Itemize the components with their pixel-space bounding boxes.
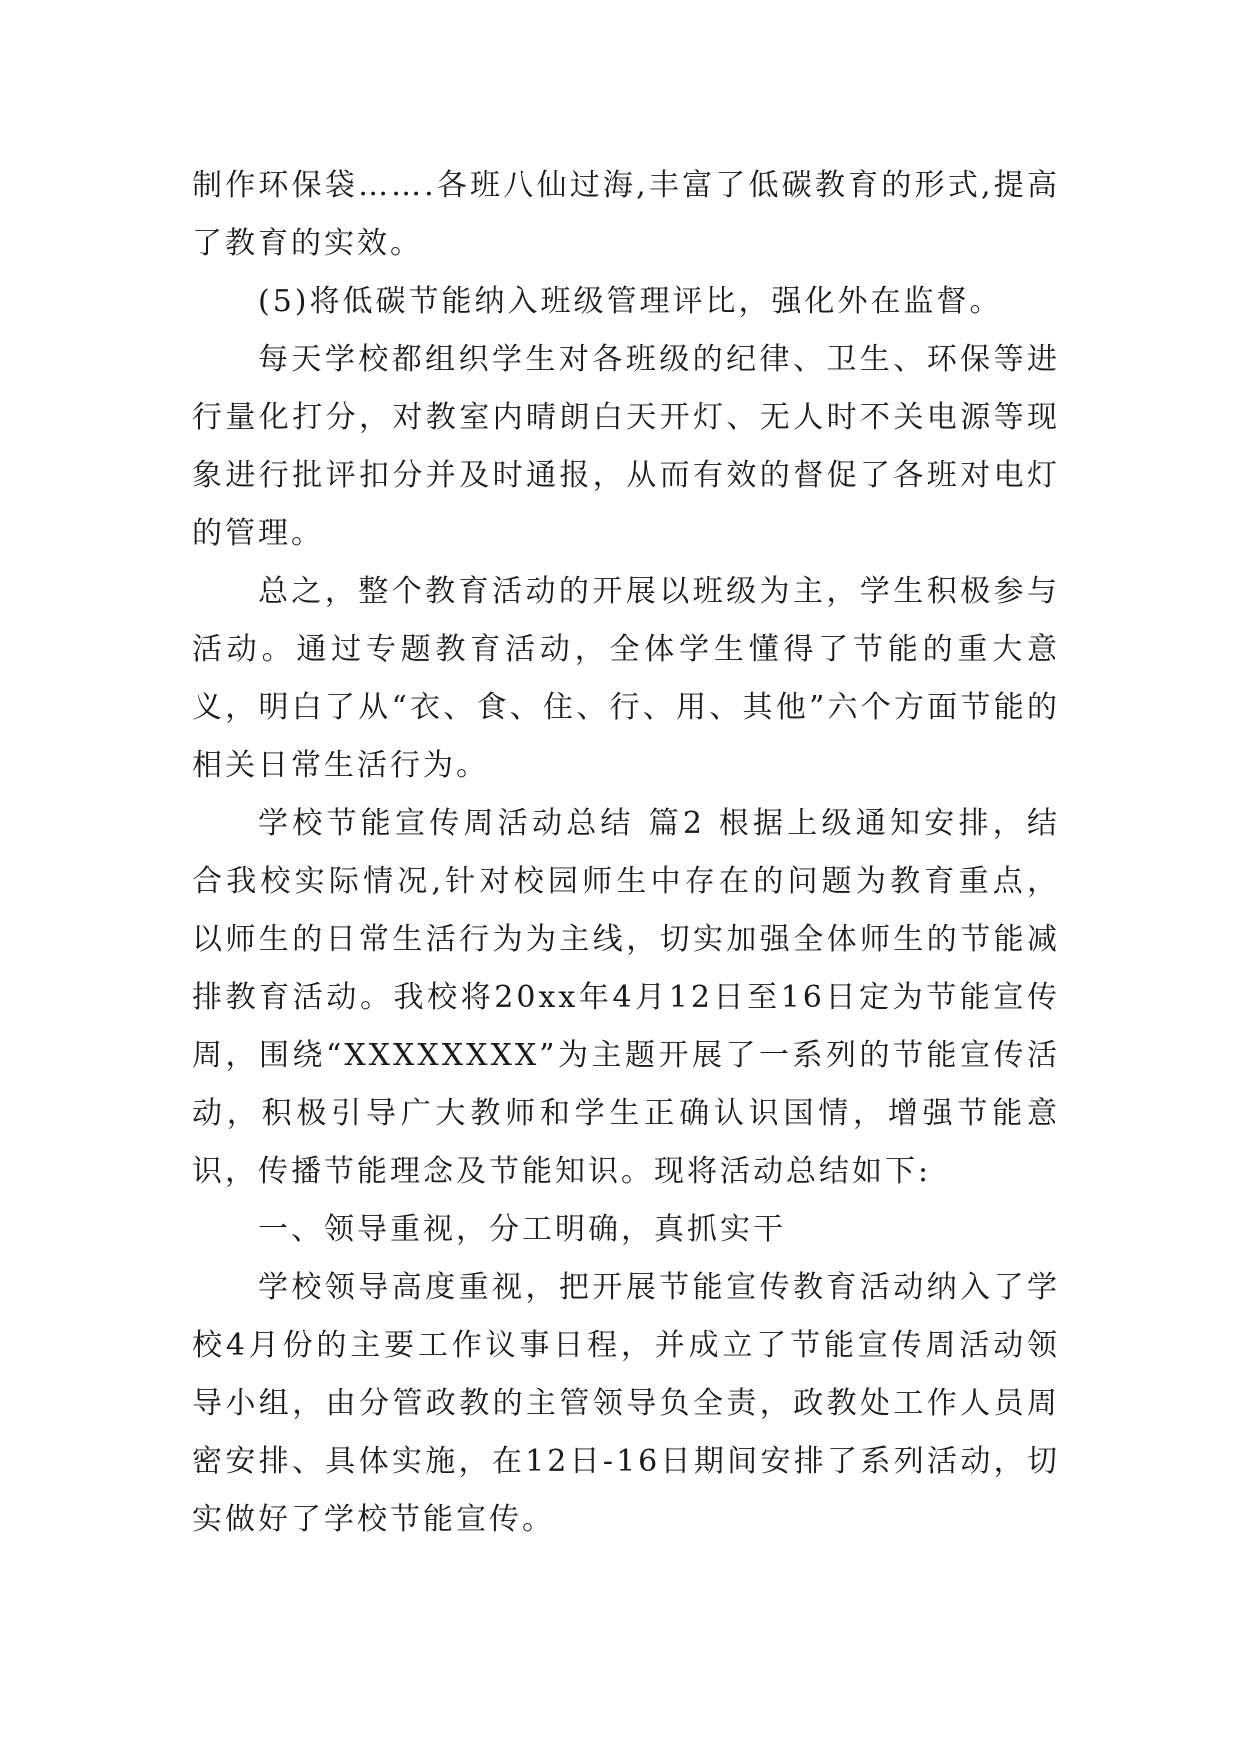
document-body: [192, 157, 1060, 1549]
paragraph: 学校领导高度重视，把开展节能宣传教育活动纳入了学校4月份的主要工作议事日程，并成立了节能宣传周活动领导小组，由分管政教的主管领导负全责，政教处工作人员周密安排、具体实施，在12日-16日期间安排了系列活动，切实做好了学校节能宣传。: [192, 1270, 1060, 1537]
paragraph: 学校节能宣传周活动总结 篇2 根据上级通知安排，结合我校实际情况,针对校园师生中存在的问题为教育重点，以师生的日常生活行为为主线，切实加强全体师生的节能减排教育活动。我校将20xx年4月12日至16日定为节能宣传周，围绕“XXXXXXXX”为主题开展了一系列的节能宣传活动，积极引导广大教师和学生正确认识国情，增强节能意识，传播节能理念及节能知识。现将活动总结如下:: [192, 806, 1060, 1189]
paragraph: 制作环保袋…….各班八仙过海,丰富了低碳教育的形式,提高了教育的实效。: [192, 168, 1060, 261]
paragraph: 总之，整个教育活动的开展以班级为主，学生积极参与活动。通过专题教育活动，全体学生懂得了节能的重大意义，明白了从“衣、食、住、行、用、其他”六个方面节能的相关日常生活行为。: [192, 574, 1060, 783]
section-heading: 一、领导重视，分工明确，真抓实干: [258, 1212, 786, 1247]
paragraph: 每天学校都组织学生对各班级的纪律、卫生、环保等进行量化打分，对教室内晴朗白天开灯、无人时不关电源等现象进行批评扣分并及时通报，从而有效的督促了各班对电灯的管理。: [192, 342, 1060, 551]
paragraph: (5)将低碳节能纳入班级管理评比，强化外在监督。: [258, 284, 1003, 319]
